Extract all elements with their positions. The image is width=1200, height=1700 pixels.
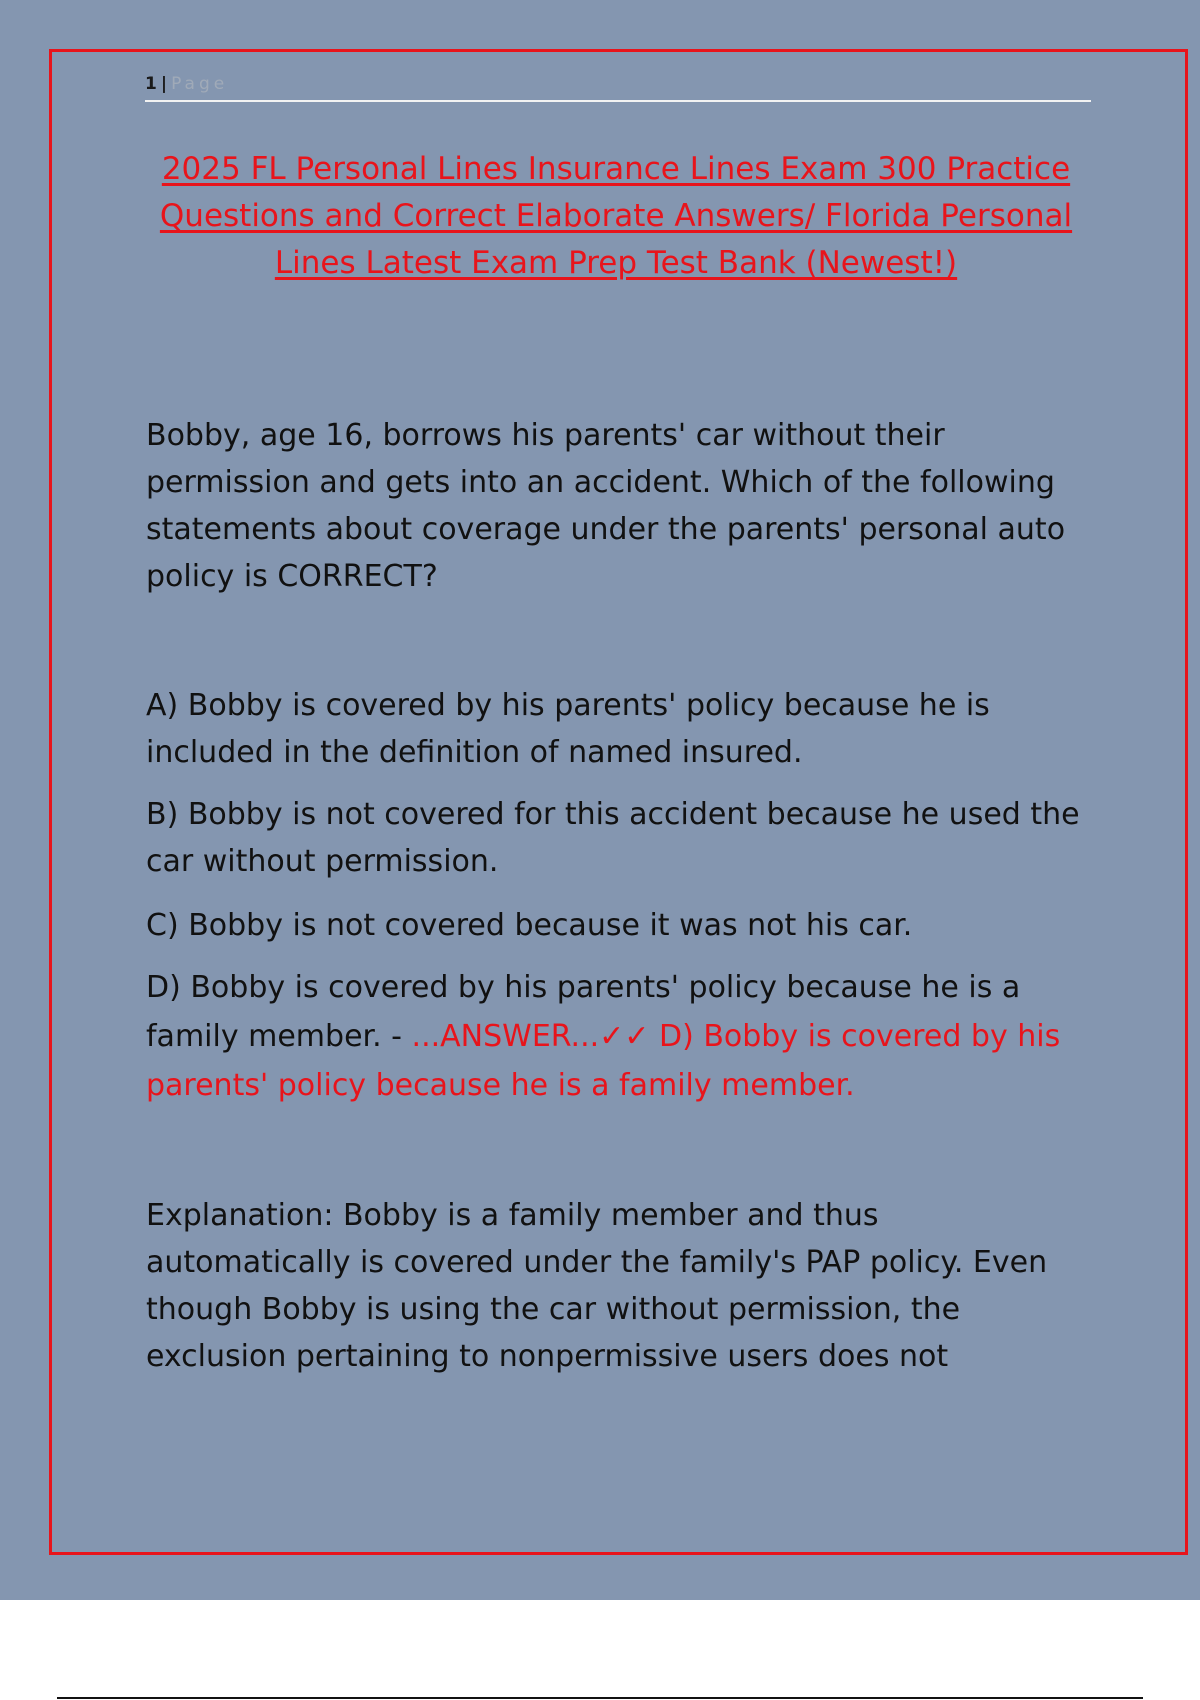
option-b: B) Bobby is not covered for this accident because he used the car without permission.	[146, 797, 1080, 879]
option-a: A) Bobby is covered by his parents' policy because he is included in the definition of named insured.	[146, 688, 990, 770]
page-number: 1	[145, 74, 157, 94]
option-d	[146, 963, 1092, 1110]
question-text: Bobby, age 16, borrows his parents' car without their permission and gets into an accident. Which of the following statements about coverage under the parents' personal auto policy is CORRECT?	[146, 418, 1066, 594]
answer-text: ...ANSWER...✓✓ D) Bobby is covered by his parents' policy because he is a family member.	[146, 1019, 1061, 1103]
bottom-divider	[57, 1697, 1143, 1699]
option-c: C) Bobby is not covered because it was not his car.	[146, 908, 913, 943]
page-header	[145, 72, 1091, 102]
page-separator: |	[160, 74, 168, 94]
document-title: 2025 FL Personal Lines Insurance Lines Exam 300 Practice Questions and Correct Elaborate Answers/ Florida Personal Lines Latest Exam Prep Test Bank (Newest!)	[159, 151, 1073, 281]
explanation-text: Explanation: Bobby is a family member and thus automatically is covered under the family's PAP policy. Even though Bobby is using the car without permission, the exclusion pertaining to nonpermissive users does not	[146, 1198, 1048, 1374]
page-label: Page	[171, 74, 229, 94]
option-d-text: D) Bobby is covered by his parents' policy because he is a family member. -	[146, 970, 1021, 1054]
